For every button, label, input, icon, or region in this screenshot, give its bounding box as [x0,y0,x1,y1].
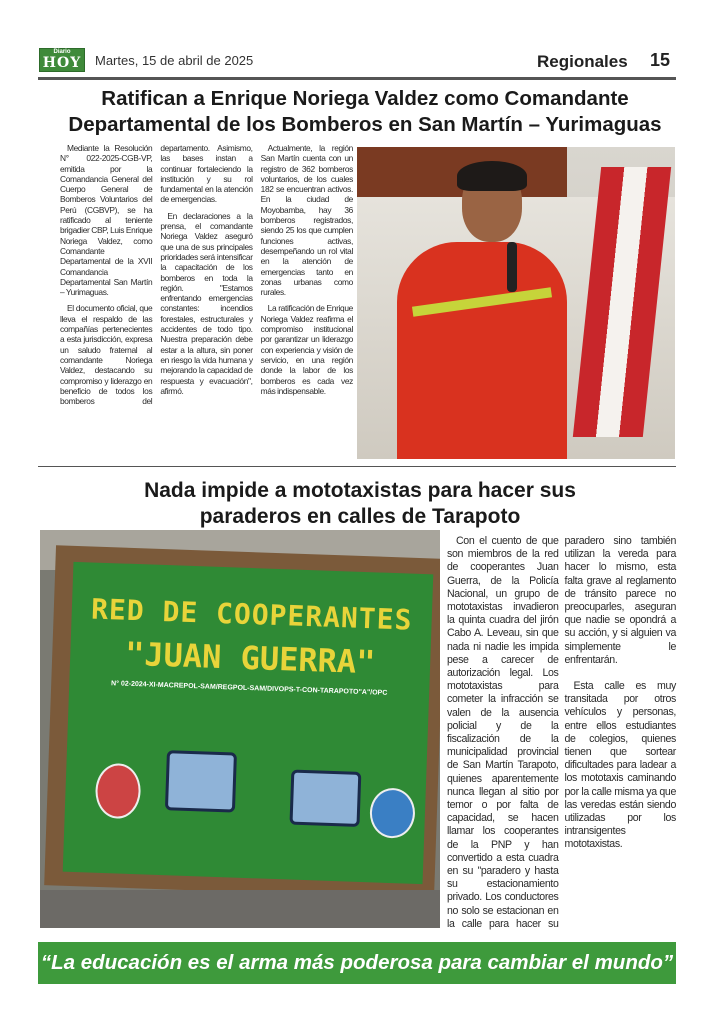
emblem [369,787,416,839]
sign-registration: N° 02-2024-XI-MACREPOL-SAM/REGPOL-SAM/DIVOPS-T-CON-TARAPOTO"A"/OPC [110,680,388,697]
paragraph: La ratificación de Enrique Noriega Valdez reafirma el compromiso institucional por garantizar un liderazgo con experiencia y visión de servicio, en una región donde la labor de los bomberos es cada vez más indispensable. [260,303,353,396]
section-title: Regionales [537,52,628,71]
logo-small-text: Diario [53,49,71,55]
paragraph: Actualmente, la región San Martín cuenta con un registro de 362 bomberos voluntarios, de los cuales 182 se encuentran activos. En la ciudad de Moyobamba, hay 36 bomberos registrados, siendo 25 los que cumplen funciones activas, desempeñando un rol vital en la atención de emergencias tanto en zonas urbanas como rurales. [260,143,353,298]
article1-body [60,143,353,406]
article2-headline: Nada impide a mototaxistas para hacer sus paraderos en calles de Tarapoto [144,479,576,528]
article-divider [38,466,676,467]
article2-body [447,535,676,935]
firefighter-photo [357,147,675,459]
sign-title: RED DE COOPERANTES [90,592,413,637]
article1-headline: Ratifican a Enrique Noriega Valdez como Comandante Departamental de los Bomberos en San Martín – Yurimaguas [68,87,662,136]
mototaxi-illustration [165,750,237,812]
page-number: 15 [650,50,671,70]
newspaper-logo [39,48,85,72]
sign-subtitle: "JUAN GUERRA" [124,634,377,682]
paragraph: El documento oficial, que lleva el respaldo de las compañías pertenecientes a esta jurisdicción, expresa un saludo fraternal al comandante Noriega Valdez, destacando su compromiso y liderazgo en beneficio de todos los bomberos del departamento. Asimismo, las bases instan a continuar fortaleciendo la institución y su rol fundamental en la atención de emergencias. [60,143,253,407]
cooperantes-sign-photo [40,530,440,928]
logo-big-text: HOY [42,55,82,71]
paragraph: Con el cuento de que son miembros de la red de cooperantes Juan Guerra, de la Policía Nacional, un grupo de mototaxistas invadieron la quinta cuadra del jirón Cabo A. Leveau, sin que nada ni nadie les impida pese a carecer de autorización legal. Los mototaxistas para cometer la infracción se valen de la ausencia policial y de la fiscalización de la municipalidad provincial de San Martín Tarapoto, quienes aparentemente nunca llegan al sitio por temor o por falta de capacidad, se hacen llamar los cooperantes de la PNP y han convertido a esta cuadra en su "paradero y hasta su estacionamiento privado. Los conductores no solo se estacionan en la calle para hacer su paradero sino también utilizan la vereda para hacer lo mismo, esta falta grave al reglamento de tránsito parece no preocuparles, aseguran que nadie se opondrá a su acción, y si alguien va simplemente le enfrentarán. [447,535,676,930]
paragraph: En declaraciones a la prensa, el comandante Noriega Valdez aseguró que una de sus principales prioridades será intensificar la capacitación de los bomberos en toda la región. "Estamos enfrentando emergencias constantes: incendios forestales, estructurales y accidentes de todo tipo. Nuestra preparación debe estar a la altura, sin poner en riesgo la vida humana y mejorando la capacidad de respuesta y evacuación", afirmó. [160,210,253,396]
mototaxi-illustration [289,770,361,827]
paragraph: Mediante la Resolución N° 022-2025-CGB-VP, emitida por la Comandancia General del Cuerpo General de Bomberos Voluntarios del Perú (CGBVP), se ha ratificado al teniente brigadier CBP, Luis Enrique Noriega Valdez, como Comandante Departamental de la XVII Comandancia Departamental San Martín – Yurimaguas. [60,143,153,298]
quote-banner: “La educación es el arma más poderosa para cambiar el mundo” [38,942,676,984]
sign-board [63,562,434,884]
paragraph: Esta calle es muy transitada por otros vehículos y personas, entre ellos estudiantes de colegios, quienes tienen que sortear dificultades para ladear a los mototaxis caminando por la calle misma ya que las veredas están siendo utilizadas por los intransigentes mototaxistas. [564,680,676,851]
issue-date: Martes, 15 de abril de 2025 [95,53,254,68]
police-emblem [95,763,142,820]
header-rule [38,77,676,80]
